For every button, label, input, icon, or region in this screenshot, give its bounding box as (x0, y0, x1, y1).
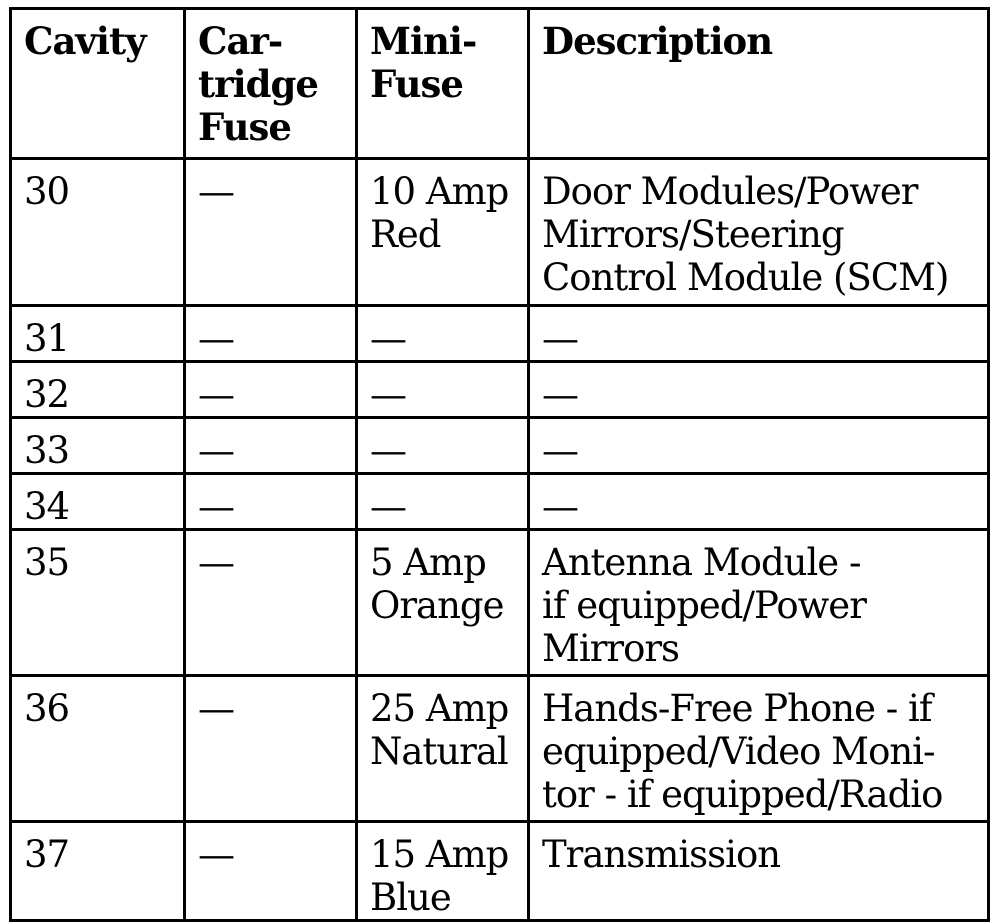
cell-description: — (529, 474, 989, 530)
table-row (11, 306, 989, 362)
cell-description: Hands-Free Phone - if equipped/Video Moni- tor - if equipped/Radio (529, 676, 989, 822)
cell-cartridge-fuse: — (185, 676, 357, 822)
cell-mini-fuse: 10 Amp Red (357, 159, 529, 306)
cell-cartridge-fuse: — (185, 418, 357, 474)
cell-cartridge-fuse: — (185, 306, 357, 362)
table-row (11, 474, 989, 530)
cell-cartridge-fuse: — (185, 159, 357, 306)
header-cartridge-fuse: Car- tridge Fuse (185, 9, 357, 159)
cell-mini-fuse: 5 Amp Orange (357, 530, 529, 676)
cell-cavity: 36 (11, 676, 185, 822)
cell-cavity: 35 (11, 530, 185, 676)
fuse-table (9, 7, 990, 922)
cell-description: Transmission (529, 822, 989, 921)
cell-description: — (529, 362, 989, 418)
header-mini-fuse: Mini- Fuse (357, 9, 529, 159)
cell-cavity: 33 (11, 418, 185, 474)
header-row (11, 9, 989, 159)
cell-mini-fuse: 25 Amp Natural (357, 676, 529, 822)
table-row (11, 159, 989, 306)
cell-cartridge-fuse: — (185, 530, 357, 676)
table-row (11, 676, 989, 822)
cell-cavity: 32 (11, 362, 185, 418)
cell-cartridge-fuse: — (185, 822, 357, 921)
cell-cartridge-fuse: — (185, 362, 357, 418)
table-row (11, 822, 989, 921)
cell-cavity: 37 (11, 822, 185, 921)
cell-description: Antenna Module - if equipped/Power Mirrors (529, 530, 989, 676)
cell-description: — (529, 418, 989, 474)
cell-cartridge-fuse: — (185, 474, 357, 530)
header-description: Description (529, 9, 989, 159)
header-cavity: Cavity (11, 9, 185, 159)
table-row (11, 418, 989, 474)
cell-cavity: 31 (11, 306, 185, 362)
table-row (11, 530, 989, 676)
cell-description: Door Modules/Power Mirrors/Steering Control Module (SCM) (529, 159, 989, 306)
cell-mini-fuse: — (357, 362, 529, 418)
cell-cavity: 30 (11, 159, 185, 306)
cell-mini-fuse: — (357, 474, 529, 530)
cell-description: — (529, 306, 989, 362)
cell-cavity: 34 (11, 474, 185, 530)
cell-mini-fuse: 15 Amp Blue (357, 822, 529, 921)
table-row (11, 362, 989, 418)
cell-mini-fuse: — (357, 306, 529, 362)
cell-mini-fuse: — (357, 418, 529, 474)
